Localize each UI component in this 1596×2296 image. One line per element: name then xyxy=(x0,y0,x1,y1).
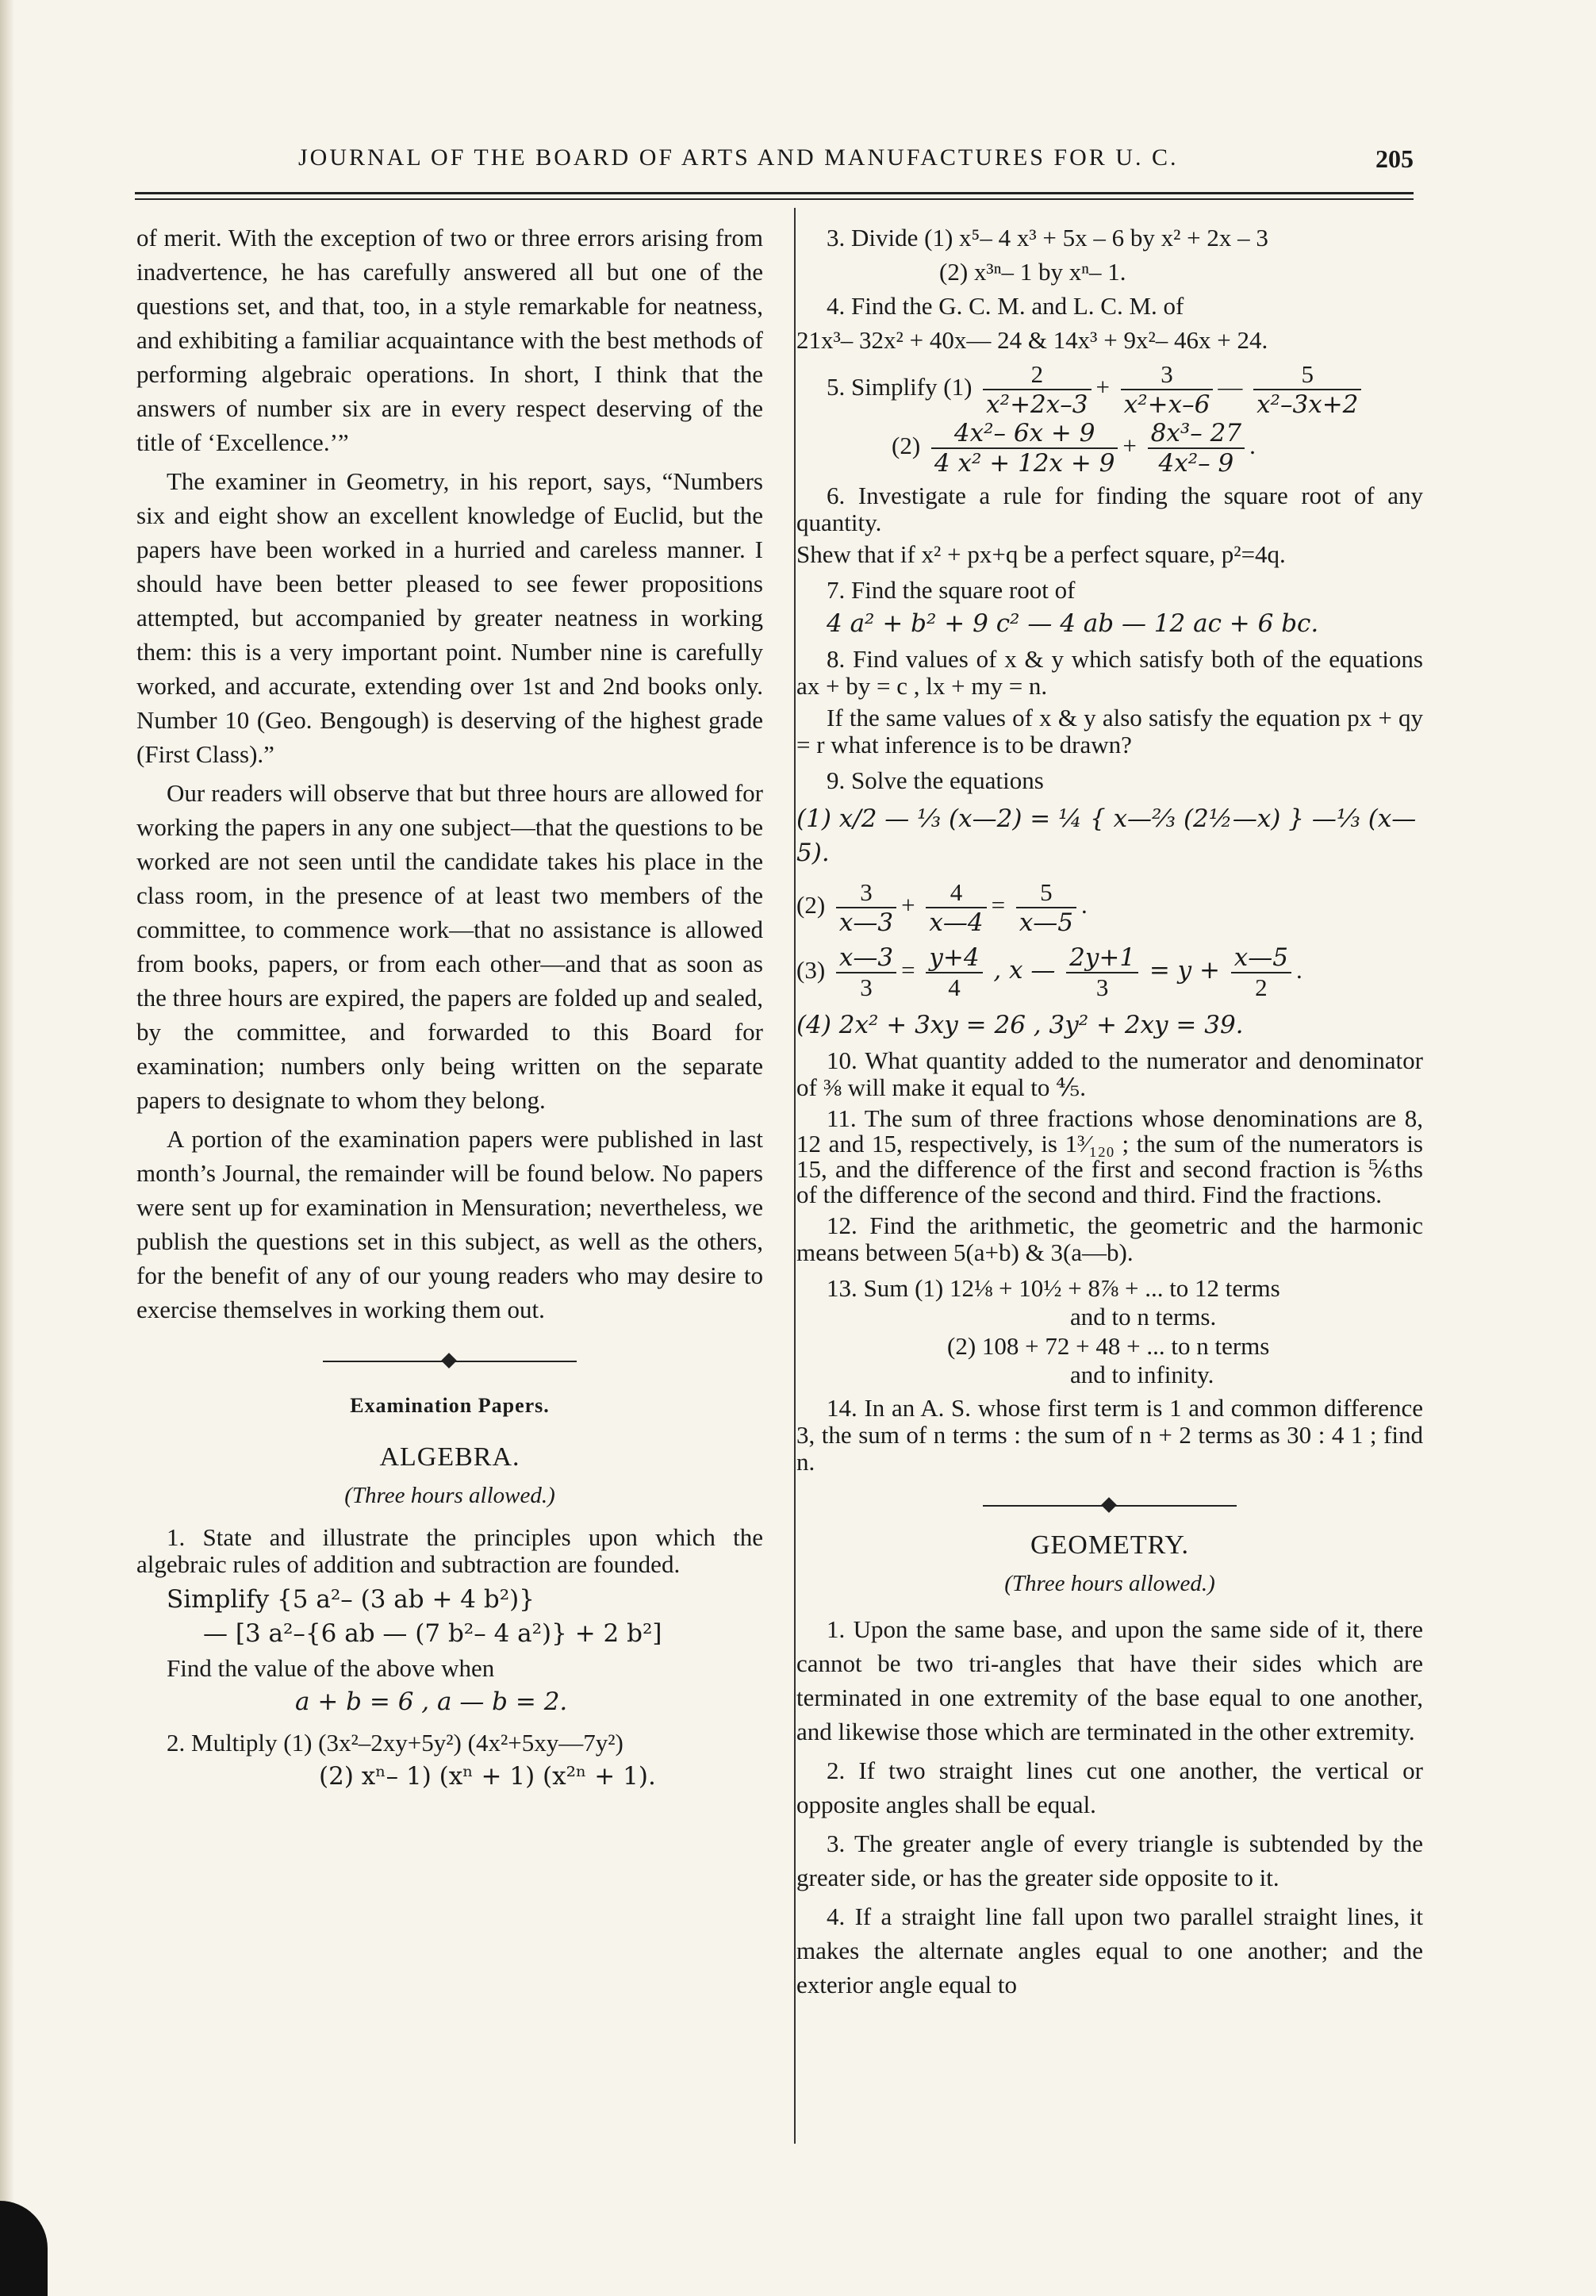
algebra-question-6-b: Shew that if x² + px+q be a perfect square, p²=4q. xyxy=(796,540,1286,568)
fraction: $\frac{2}{\text{x²+2x–3}}$ xyxy=(983,360,1091,419)
algebra-time-note: (Three hours allowed.) xyxy=(344,1483,555,1508)
algebra-question-4-expr: 21x³– 32x² + 40x— 24 & 14x³ + 9x²– 46x + 24. xyxy=(796,326,1268,354)
page-corner-shadow xyxy=(0,2201,48,2296)
equation-4: (4) 2x² + 3xy = 26 , 3y² + 2xy = 39. xyxy=(796,1011,1244,1039)
q1-find-line: Find the value of the above when xyxy=(167,1654,495,1682)
column-divider xyxy=(794,208,796,2144)
q1-condition: a + b = 6 , a — b = 2. xyxy=(295,1687,568,1716)
fraction: $\frac{3}{\text{x²+x–6}}$ xyxy=(1121,360,1214,419)
equation-1: (1) x/2 — ⅓ (x—2) = ¼ { x—⅔ (2½—x) } —⅓ (x—5). xyxy=(796,804,1417,867)
algebra-question-8: 8. Find values of x & y which satisfy both of the equations ax + by = c , lx + my = n. xyxy=(796,645,1423,700)
eq-text: , x — xyxy=(993,956,1056,985)
eq-text: = y + xyxy=(1149,956,1220,985)
algebra-question-11: 11. The sum of three fractions whose denominations are 8, 12 and 15, respectively, is 1³⁄₁₂₀ ; the sum of the numerators is 15, and the difference of the first and second fraction is ⅚ths of the difference of the second and third. Find the fractions. xyxy=(796,1104,1423,1208)
q5-label-2: (2) xyxy=(892,432,921,460)
algebra-question-5-part2: (2) $\frac{\text{4x²– 6x + 9}}{\text{4 x² + 12x + 9}}$ + $\frac{\text{8x³– 27}}{\text{4x²– 9}}$ . xyxy=(892,419,1256,478)
fraction: $\frac{2y+1}{3}$ xyxy=(1066,943,1138,1002)
algebra-question-4: 4. Find the G. C. M. and L. C. M. of xyxy=(827,292,1184,320)
paragraph: The examiner in Geometry, in his report, says, “Numbers six and eight show an excellent knowledge of Euclid, but the papers have been worked in a hurried and careless manner. I should have been better pleased to see fewer propositions attempted, but accompanied by greater neatness in working them: this is a very important point. Number nine is carefully worked, and accurate, extending over 1st and 2nd books only. Number 10 (Geo. Bengough) is deserving of the highest grade (First Class).” xyxy=(136,467,763,768)
q5-label: 5. Simplify (1) xyxy=(827,373,973,401)
algebra-question-9: 9. Solve the equations xyxy=(827,766,1044,794)
geometry-question-4: 4. If a straight line fall upon two parallel straight lines, it makes the alternate angles equal to one another; and the exterior angle equal to xyxy=(796,1902,1423,1998)
exam-papers-heading: Examination Papers. xyxy=(350,1394,550,1417)
algebra-question-1: 1. State and illustrate the principles upon which the algebraic rules of addition and subtraction are founded. xyxy=(136,1523,763,1578)
page-number: 205 xyxy=(1375,144,1414,173)
section-separator xyxy=(136,1353,763,1369)
left-column xyxy=(136,221,763,1794)
equation-2: (2) $\frac{3}{x—3}$ + $\frac{4}{x—4}$ = $\frac{5}{x—5}$ . xyxy=(796,878,1088,937)
header-rule-thin xyxy=(135,198,1414,200)
algebra-question-5-part1: 5. Simplify (1) $\frac{2}{\text{x²+2x–3}}$ + $\frac{3}{\text{x²+x–6}}$ — $\frac{5}{\text{x²–3x+2}}$ xyxy=(796,360,1423,419)
algebra-question-13-c: (2) 108 + 72 + 48 + ... to n terms xyxy=(947,1332,1270,1360)
algebra-question-13-d: and to infinity. xyxy=(1070,1361,1214,1388)
paragraph: A portion of the examination papers were published in last month’s Journal, the remainder will be found below. No papers were sent up for examination in Mensuration; nevertheless, we publish the questions set in this subject, as well as the others, for the benefit of any of our young readers who may desire to exercise themselves in working them out. xyxy=(136,1125,763,1323)
geometry-heading: GEOMETRY. xyxy=(1030,1530,1190,1560)
fraction: $\frac{5}{x—5}$ xyxy=(1016,878,1076,937)
fraction: $\frac{4}{x—4}$ xyxy=(926,878,986,937)
geometry-question-3: 3. The greater angle of every triangle is subtended by the greater side, or has the greater side opposite to it. xyxy=(796,1830,1423,1891)
algebra-question-2-part2: (2) xⁿ– 1) (xⁿ + 1) (x²ⁿ + 1). xyxy=(319,1762,656,1791)
paragraph: of merit. With the exception of two or three errors arising from inadvertence, he has carefully answered all but one of the questions set, and that, too, in a style remarkable for neatness, and exhibiting a familiar acquaintance with the best methods of performing algebraic operations. In short, I think that the answers of number six are in every respect deserving of the title of ‘Excellence.’” xyxy=(136,224,763,456)
geometry-question-1: 1. Upon the same base, and upon the same side of it, there cannot be two tri-angles that have their sides which are terminated in one extremity of the base equal to one another, and likewise those which are terminated in the other extremity. xyxy=(796,1615,1423,1745)
fraction: $\frac{x—3}{3}$ xyxy=(836,943,896,1002)
right-column xyxy=(796,221,1423,2006)
eq-label: (3) xyxy=(796,956,826,985)
algebra-question-6: 6. Investigate a rule for finding the square root of any quantity. xyxy=(796,482,1423,536)
algebra-question-10: 10. What quantity added to the numerator and denominator of ⅜ will make it equal to ⅘. xyxy=(796,1046,1423,1101)
book-spine-shadow xyxy=(0,0,14,2296)
geometry-time-note: (Three hours allowed.) xyxy=(1004,1571,1215,1596)
eq-label: (2) xyxy=(796,891,826,920)
algebra-question-3-part2: (2) x³ⁿ– 1 by xⁿ– 1. xyxy=(939,258,1126,286)
algebra-question-14: 14. In an A. S. whose first term is 1 and common difference 3, the sum of n terms : the sum of n + 2 terms as 30 : 4 1 ; find n. xyxy=(796,1394,1423,1476)
algebra-heading: ALGEBRA. xyxy=(379,1442,520,1472)
geometry-question-2: 2. If two straight lines cut one another, the vertical or opposite angles shall be equal. xyxy=(796,1757,1423,1818)
fraction: $\frac{y+4}{4}$ xyxy=(926,943,982,1002)
fraction: $\frac{\text{8x³– 27}}{\text{4x²– 9}}$ xyxy=(1148,419,1245,478)
q1-simplify-line1: Simplify {5 a²– (3 ab + 4 b²)} xyxy=(167,1585,535,1614)
algebra-question-8-b: If the same values of x & y also satisfy the equation px + qy = r what inference is to be drawn? xyxy=(796,704,1423,758)
algebra-question-3-part1: 3. Divide (1) x⁵– 4 x³ + 5x – 6 by x² + 2x – 3 xyxy=(827,224,1268,251)
fraction: $\frac{3}{x—3}$ xyxy=(836,878,896,937)
fraction: $\frac{x—5}{2}$ xyxy=(1231,943,1291,1002)
fraction: $\frac{\text{4x²– 6x + 9}}{\text{4 x² + 12x + 9}}$ xyxy=(931,419,1118,478)
q1-simplify-line2: — [3 a²–{6 ab — (7 b²– 4 a²)} + 2 b²] xyxy=(203,1619,662,1648)
algebra-question-12: 12. Find the arithmetic, the geometric and the harmonic means between 5(a+b) & 3(a—b). xyxy=(796,1211,1423,1266)
journal-title: JOURNAL OF THE BOARD OF ARTS AND MANUFACTURES FOR U. C. xyxy=(298,144,1179,171)
running-header xyxy=(140,144,1414,184)
algebra-question-7: 7. Find the square root of xyxy=(827,576,1076,604)
algebra-question-7-expr: 4 a² + b² + 9 c² — 4 ab — 12 ac + 6 bc. xyxy=(827,609,1319,638)
header-rule xyxy=(135,192,1414,194)
paragraph: Our readers will observe that but three hours are allowed for working the papers in any one subject—that the questions to be worked are not seen until the candidate takes his place in the class room, in the presence of at least two members of the committee, to commence work—that no assistance is allowed from books, papers, or from each other—and that as soon as the three hours are expired, the papers are folded up and sealed, by the committee, and forwarded to this Board for examination; numbers only being written on the separate papers to designate to whom they belong. xyxy=(136,779,763,1114)
fraction: $\frac{5}{\text{x²–3x+2}}$ xyxy=(1253,360,1361,419)
equation-3: (3) $\frac{x—3}{3}$ = $\frac{y+4}{4}$ , x — $\frac{2y+1}{3}$ = y + $\frac{x—5}{2}$ . xyxy=(796,943,1303,1001)
algebra-question-2-part1: 2. Multiply (1) (3x²–2xy+5y²) (4x²+5xy—7y²) xyxy=(167,1729,623,1757)
section-separator xyxy=(796,1498,1423,1514)
algebra-question-13-b: and to n terms. xyxy=(1070,1303,1217,1330)
algebra-question-13-a: 13. Sum (1) 12⅛ + 10½ + 8⅞ + ... to 12 terms xyxy=(827,1274,1280,1302)
